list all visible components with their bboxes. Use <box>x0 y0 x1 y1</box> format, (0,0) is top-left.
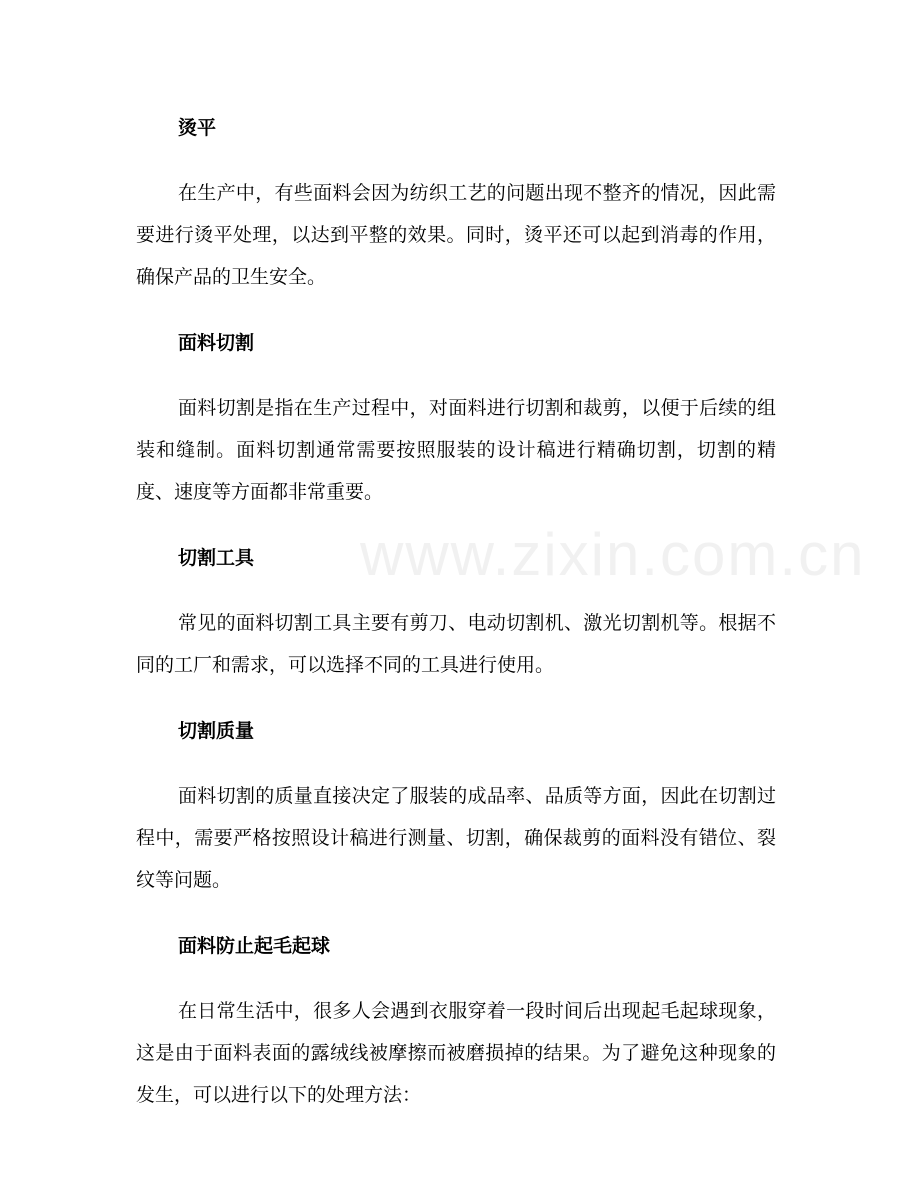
section-body-ironing: 在生产中，有些面料会因为纺织工艺的问题出现不整齐的情况，因此需要进行烫平处理，以达到平整的效果。同时，烫平还可以起到消毒的作用，确保产品的卫生安全。 <box>136 182 776 288</box>
section-heading-ironing: 烫平 <box>178 117 217 139</box>
section-body-fabric-cutting: 面料切割是指在生产过程中，对面料进行切割和裁剪，以便于后续的组装和缝制。面料切割通常需要按照服装的设计稿进行精确切割，切割的精度、速度等方面都非常重要。 <box>136 397 776 503</box>
section-heading-fabric-cutting: 面料切割 <box>178 332 255 354</box>
document-content <box>136 110 776 1116</box>
section-body-cutting-tools: 常见的面料切割工具主要有剪刀、电动切割机、激光切割机等。根据不同的工厂和需求，可以选择不同的工具进行使用。 <box>136 612 776 676</box>
watermark: www.zixin.com.cn <box>360 521 866 588</box>
section-heading-cutting-quality: 切割质量 <box>178 720 255 742</box>
section-body-cutting-quality: 面料切割的质量直接决定了服装的成品率、品质等方面，因此在切割过程中，需要严格按照设计稿进行测量、切割，确保裁剪的面料没有错位、裂纹等问题。 <box>136 785 776 891</box>
section-heading-cutting-tools: 切割工具 <box>178 547 255 569</box>
section-body-anti-pilling: 在日常生活中，很多人会遇到衣服穿着一段时间后出现起毛起球现象，这是由于面料表面的露绒线被摩擦而被磨损掉的结果。为了避免这种现象的发生，可以进行以下的处理方法： <box>136 1000 776 1106</box>
section-heading-anti-pilling: 面料防止起毛起球 <box>178 935 331 957</box>
